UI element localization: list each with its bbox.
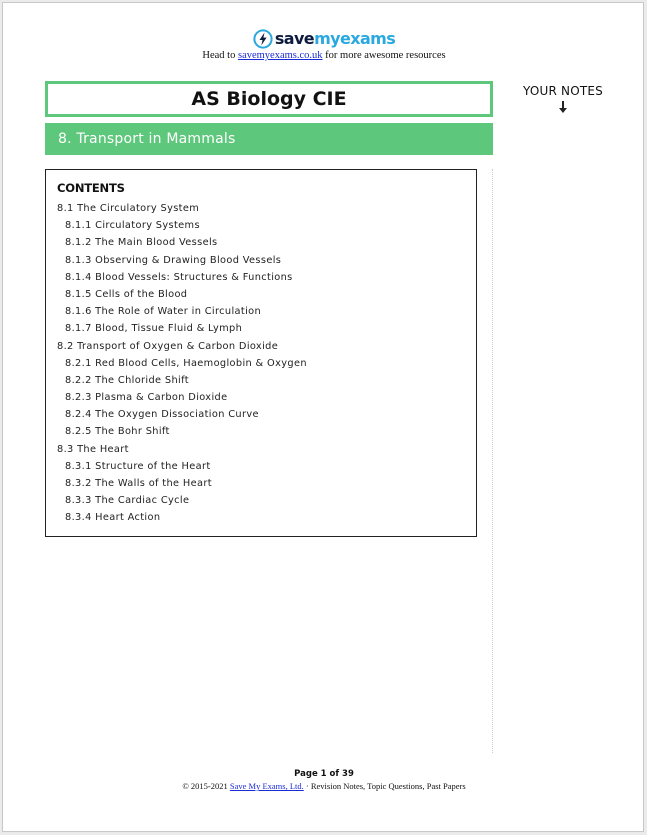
toc-subsection-link[interactable]: 8.2.3 Plasma & Carbon Dioxide: [65, 392, 228, 404]
your-notes-label: YOUR NOTES: [522, 84, 603, 98]
page-number: Page 1 of 39: [294, 769, 354, 779]
toc-subsection-link[interactable]: 8.1.6 The Role of Water in Circulation: [65, 306, 262, 318]
brand-logo: [3, 29, 645, 49]
notes-divider: [492, 169, 493, 753]
copyright-prefix: © 2015-2021: [182, 781, 230, 791]
toc-section-link[interactable]: 8.1 The Circulatory System: [57, 203, 200, 214]
toc-subsection-link[interactable]: 8.1.3 Observing & Drawing Blood Vessels: [65, 254, 282, 266]
toc-subsection-link[interactable]: 8.3.3 The Cardiac Cycle: [65, 495, 190, 507]
toc-subsection-link[interactable]: 8.1.4 Blood Vessels: Structures & Functions: [65, 271, 293, 283]
toc-subsection-link[interactable]: 8.3.2 The Walls of the Heart: [65, 478, 212, 489]
contents-heading: CONTENTS: [57, 181, 125, 195]
toc-subsection-link[interactable]: 8.1.2 The Main Blood Vessels: [65, 237, 218, 249]
logo-word-exams: exams: [339, 29, 396, 48]
tagline-suffix: for more awesome resources: [322, 50, 446, 61]
document-title-box: [45, 81, 493, 117]
header-tagline: [3, 50, 645, 61]
copyright-suffix: · Revision Notes, Topic Questions, Past Papers: [303, 781, 466, 791]
toc-subsection-link[interactable]: 8.3.4 Heart Action: [65, 512, 161, 524]
toc-subsection-link[interactable]: 8.2.5 The Bohr Shift: [65, 426, 170, 438]
tagline-prefix: Head to: [202, 50, 238, 61]
toc-subsection-link[interactable]: 8.3.1 Structure of the Heart: [65, 460, 211, 472]
document-page: [2, 2, 644, 832]
copyright-link[interactable]: Save My Exams, Ltd.: [229, 781, 304, 791]
contents-box: [45, 169, 477, 537]
chapter-banner: [45, 123, 493, 155]
logo-word-my: my: [314, 29, 340, 48]
lightning-bolt-icon: [253, 29, 273, 49]
chapter-title: 8. Transport in Mammals: [58, 131, 236, 147]
toc-subsection-link[interactable]: 8.1.5 Cells of the Blood: [65, 288, 188, 300]
site-link[interactable]: savemyexams.co.uk: [237, 50, 323, 61]
toc-subsection-link[interactable]: 8.1.1 Circulatory Systems: [65, 220, 200, 232]
arrow-down-icon: [556, 100, 570, 114]
contents-list: [57, 200, 307, 527]
logo-wordmark: [275, 29, 395, 49]
toc-subsection-link[interactable]: 8.2.4 The Oxygen Dissociation Curve: [65, 409, 259, 421]
toc-subsection-link[interactable]: 8.1.7 Blood, Tissue Fluid & Lymph: [65, 323, 243, 335]
toc-subsection-link[interactable]: 8.2.2 The Chloride Shift: [65, 374, 189, 386]
toc-section-link[interactable]: 8.2 Transport of Oxygen & Carbon Dioxide: [57, 340, 279, 352]
document-title: AS Biology CIE: [191, 88, 347, 110]
toc-section-link[interactable]: 8.3 The Heart: [57, 443, 129, 455]
logo-word-save: save: [274, 29, 315, 48]
footer-copyright: [3, 781, 645, 791]
toc-subsection-link[interactable]: 8.2.1 Red Blood Cells, Haemoglobin & Oxygen: [65, 357, 307, 369]
